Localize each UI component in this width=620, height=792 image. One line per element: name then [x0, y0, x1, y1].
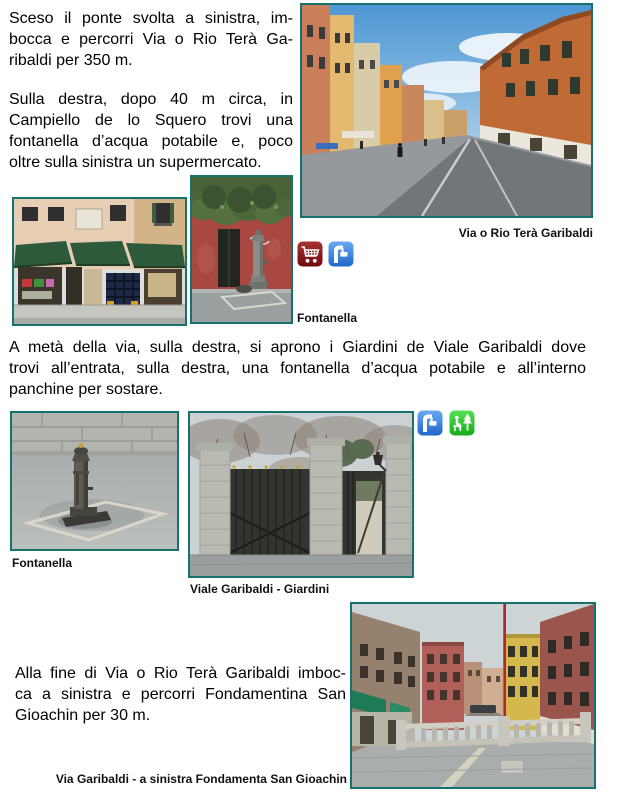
- photo-caption: Viale Garibaldi - Giardini: [190, 582, 330, 596]
- giardini-gates-illustration: [190, 413, 412, 576]
- photo-caption: Via o Rio Terà Garibaldi: [458, 226, 593, 240]
- text-line: Gioachin per 30 m.: [15, 707, 151, 724]
- fontanella-red-wall-illustration: [192, 177, 291, 322]
- shopping-cart-glyph: [297, 241, 323, 267]
- paragraph-2: [9, 89, 293, 173]
- text-line: Sulla destra, dopo 40 m circa, in: [9, 91, 293, 108]
- supermarket-illustration: [14, 199, 185, 324]
- photo-supermarket: [12, 197, 187, 326]
- drinking-fountain-glyph: [417, 410, 443, 436]
- photo-caption: Via Garibaldi - a sinistra Fondamenta San Gioachin: [55, 772, 347, 786]
- photo-via-garibaldi-street: [300, 3, 593, 218]
- shopping-cart-icon: [297, 241, 323, 267]
- paragraph-4: [15, 663, 346, 726]
- text-line: bocca e percorri Via o Rio Terà Ga-: [9, 31, 293, 48]
- drinking-fountain-glyph: [328, 241, 354, 267]
- photo-caption: Fontanella: [297, 311, 358, 325]
- photo-caption: Fontanella: [12, 556, 73, 570]
- paragraph-3: [9, 337, 586, 400]
- text-line: Alla fine di Via o Rio Terà Garibaldi imboc-: [15, 665, 346, 682]
- text-line: oltre sulla sinistra un supermercato.: [9, 154, 262, 171]
- photo-fondamenta-san-gioachin: [350, 602, 596, 789]
- bench-and-tree-glyph: [449, 410, 475, 436]
- text-line: trovi all’entrata, sulla destra, una fontanella d’acqua potabile e all’interno: [9, 360, 586, 377]
- street-top-illustration: [302, 5, 591, 216]
- text-line: fontanella d’acqua potabile e, poco: [9, 133, 293, 150]
- photo-fontanella-giardini: [10, 411, 179, 551]
- text-line: Sceso il ponte svolta a sinistra, im-: [9, 10, 293, 27]
- text-line: panchine per sostare.: [9, 381, 163, 398]
- fontanella-stone-illustration: [12, 413, 177, 549]
- drinking-fountain-icon: [417, 410, 443, 436]
- text-line: A metà della via, sulla destra, si aprono i Giardini de Viale Garibaldi dove: [9, 339, 586, 356]
- text-line: ribaldi per 350 m.: [9, 52, 133, 69]
- photo-giardini-gates: [188, 411, 414, 578]
- drinking-fountain-icon: [328, 241, 354, 267]
- text-line: Campiello de lo Squero trovi una: [9, 112, 293, 129]
- street-bottom-illustration: [352, 604, 594, 787]
- photo-fontanella-campiello: [190, 175, 293, 324]
- text-line: ca a sinistra e percorri Fondamentina San: [15, 686, 346, 703]
- bench-and-tree-icon: [449, 410, 475, 436]
- paragraph-1: [9, 8, 293, 71]
